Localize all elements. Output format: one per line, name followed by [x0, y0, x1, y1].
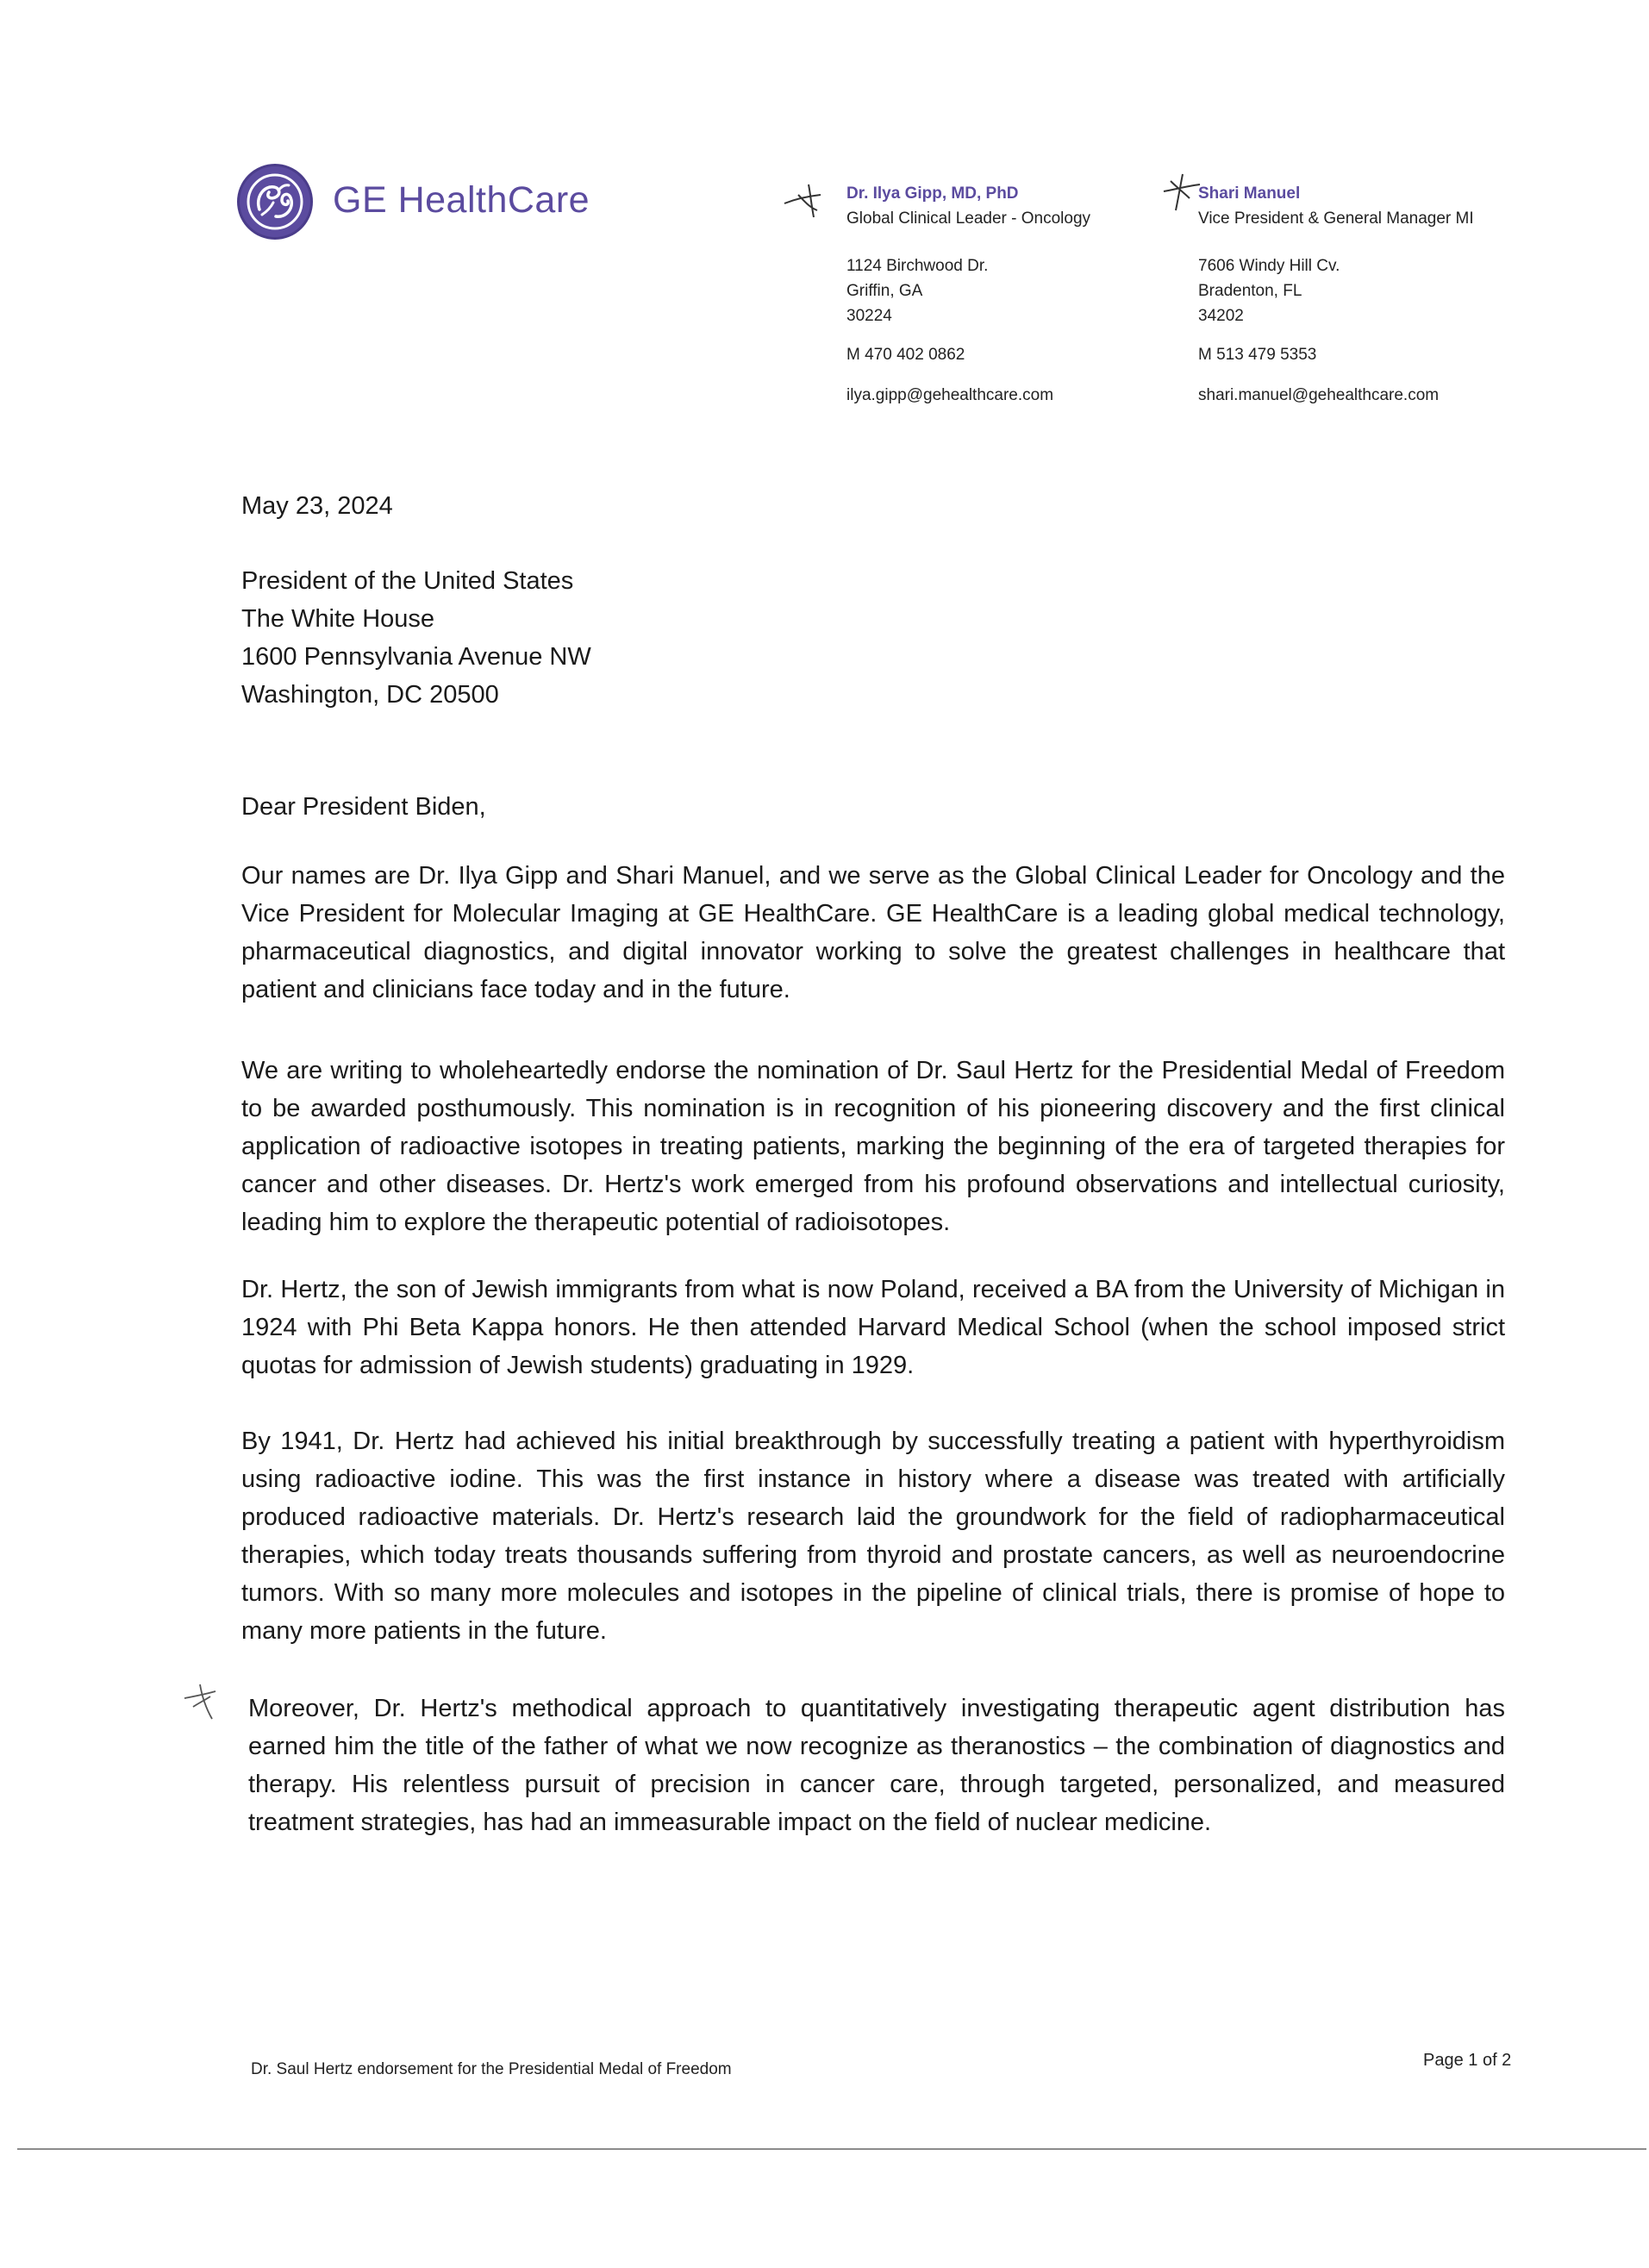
- body-paragraph: Moreover, Dr. Hertz's methodical approach to quantitatively investigating therapeutic agent distribution has earned him the title of the father of what we now recognize as theranostics – the combination of diagnostics and therapy. His relentless pursuit of precision in cancer care, through targeted, personalized, and measured treatment strategies, has had an immeasurable impact on the field of nuclear medicine.: [248, 1695, 1505, 1836]
- contact-address-gipp: [846, 253, 988, 328]
- salutation: Dear President Biden,: [241, 793, 486, 821]
- initial-mark-icon: [1162, 172, 1202, 212]
- contact-address-manuel: [1198, 253, 1340, 328]
- recipient-line: 1600 Pennsylvania Avenue NW: [241, 643, 591, 671]
- initial-mark-icon: [783, 181, 822, 221]
- ge-monogram-icon: [245, 172, 305, 232]
- address-line: 30224: [846, 307, 892, 325]
- body-paragraph: Dr. Hertz, the son of Jewish immigrants from what is now Poland, received a BA from the University of Michigan in 1924 with Phi Beta Kappa honors. He then attended Harvard Medical School (when the school imposed strict quotas for admission of Jewish students) graduating in 1929.: [241, 1276, 1505, 1379]
- contact-email[interactable]: ilya.gipp@gehealthcare.com: [846, 386, 1054, 404]
- brand-name: GE HealthCare: [333, 179, 590, 221]
- contact-email[interactable]: shari.manuel@gehealthcare.com: [1198, 386, 1440, 404]
- body-paragraph: Our names are Dr. Ilya Gipp and Shari Manuel, and we serve as the Global Clinical Leader for Oncology and the Vice President for Molecular Imaging at GE HealthCare. GE HealthCare is a leading global medical technology, pharmaceutical diagnostics, and digital innovator working to solve the greatest challenges in healthcare that patient and clinicians face today and in the future.: [241, 862, 1505, 1003]
- recipient-address: [241, 562, 591, 714]
- recipient-line: Washington, DC 20500: [241, 681, 499, 709]
- contact-title: Vice President & General Manager MI: [1198, 209, 1474, 228]
- contact-manuel: [1198, 181, 1474, 231]
- address-line: Griffin, GA: [846, 282, 923, 300]
- contact-phone: M 513 479 5353: [1198, 346, 1317, 364]
- ge-monogram-logo: [237, 164, 313, 240]
- contact-title: Global Clinical Leader - Oncology: [846, 209, 1091, 228]
- address-line: 34202: [1198, 307, 1244, 325]
- recipient-line: President of the United States: [241, 567, 574, 595]
- footer-rule: [17, 2148, 1646, 2150]
- contact-gipp: [846, 181, 1090, 231]
- address-line: 1124 Birchwood Dr.: [846, 257, 989, 275]
- letter-date: May 23, 2024: [241, 492, 393, 520]
- contact-phone: M 470 402 0862: [846, 346, 965, 364]
- recipient-line: The White House: [241, 605, 435, 633]
- footer-title: Dr. Saul Hertz endorsement for the Presidential Medal of Freedom: [251, 2060, 732, 2078]
- address-line: Bradenton, FL: [1198, 282, 1302, 300]
- margin-mark-icon: [181, 1681, 221, 1721]
- body-paragraph: By 1941, Dr. Hertz had achieved his initial breakthrough by successfully treating a patient with hyperthyroidism using radioactive iodine. This was the first instance in history where a disease was treated with artificially produced radioactive materials. Dr. Hertz's research laid the groundwork for the field of radiopharmaceutical therapies, which today treats thousands suffering from thyroid and prostate cancers, as well as neuroendocrine tumors. With so many more molecules and isotopes in the pipeline of clinical trials, there is promise of hope to many more patients in the future.: [241, 1428, 1505, 1645]
- body-paragraph: We are writing to wholeheartedly endorse the nomination of Dr. Saul Hertz for the Presidential Medal of Freedom to be awarded posthumously. This nomination is in recognition of his pioneering discovery and the first clinical application of radioactive isotopes in treating patients, marking the beginning of the era of targeted therapies for cancer and other diseases. Dr. Hertz's work emerged from his profound observations and intellectual curiosity, leading him to explore the therapeutic potential of radioisotopes.: [241, 1057, 1505, 1236]
- address-line: 7606 Windy Hill Cv.: [1198, 257, 1340, 275]
- contact-name: Shari Manuel: [1198, 184, 1301, 203]
- page-number: Page 1 of 2: [1423, 2051, 1512, 2070]
- contact-name: Dr. Ilya Gipp, MD, PhD: [846, 184, 1019, 203]
